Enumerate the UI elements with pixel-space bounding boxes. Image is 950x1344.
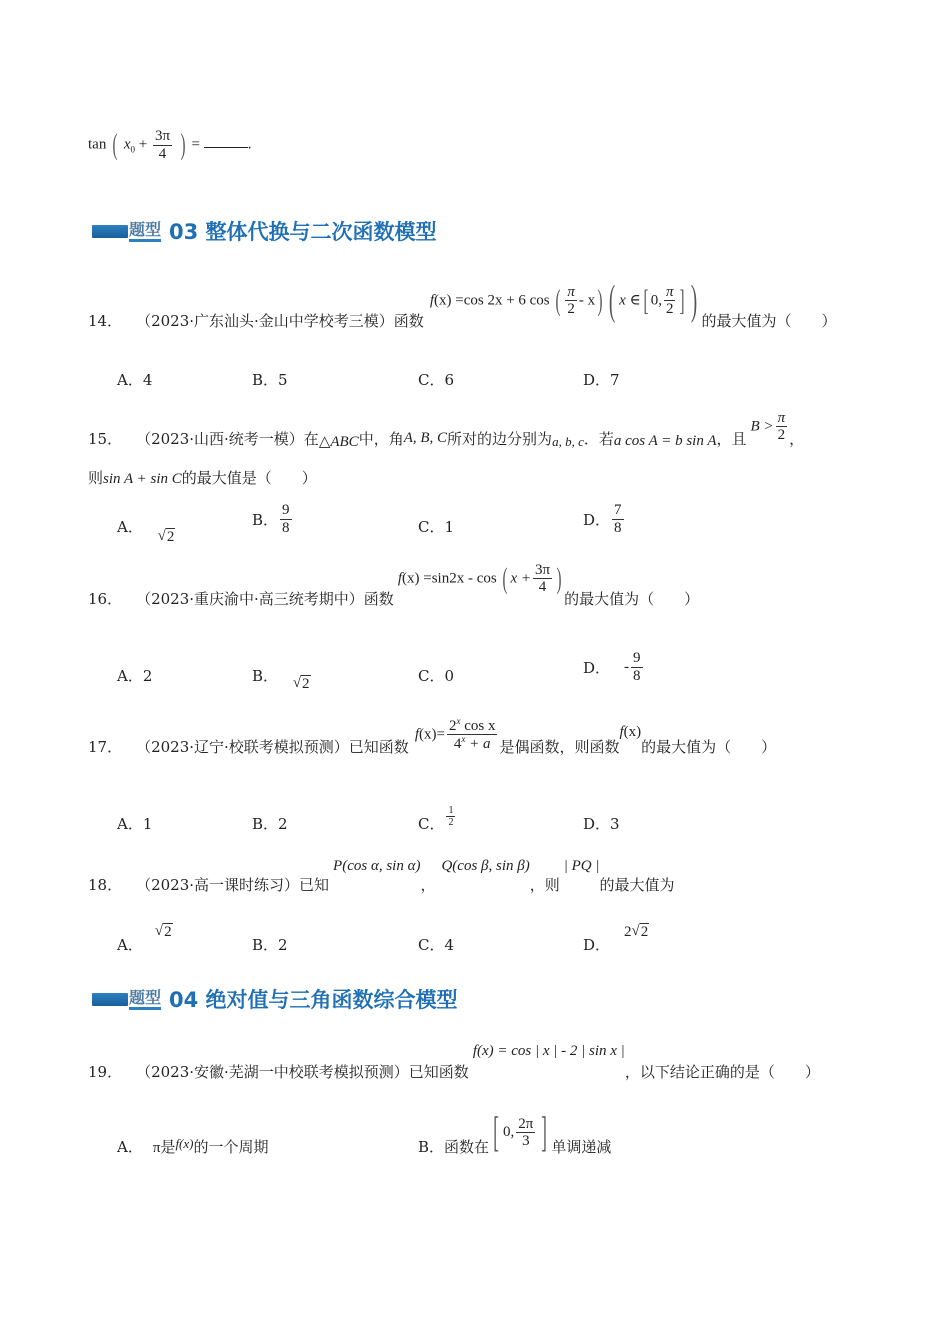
sqrt-icon: √ 2 <box>157 528 175 545</box>
fx: (x) <box>433 291 452 308</box>
rad: 2 <box>640 924 649 940</box>
num: 1 <box>448 805 454 816</box>
q19-option-a[interactable] <box>117 1136 269 1157</box>
comma1: ， <box>420 876 436 894</box>
nexp: x <box>456 715 461 726</box>
q14-option-b[interactable] <box>252 369 288 390</box>
top-frac <box>153 128 172 162</box>
period: . <box>247 136 252 153</box>
minus: - <box>624 658 630 675</box>
num: 7 <box>614 502 622 518</box>
label: A．4 <box>117 371 153 389</box>
sqrt-icon: √ 2 <box>154 923 172 940</box>
q14-number: 14． <box>88 312 123 330</box>
frac <box>446 805 455 828</box>
den: 4 <box>538 579 547 595</box>
den2: 2 <box>665 301 674 317</box>
rad: 2 <box>164 924 172 940</box>
q15-option-b[interactable] <box>252 502 294 536</box>
f: f <box>414 725 419 742</box>
q16-formula <box>398 562 564 596</box>
sqrt-icon: √ 2 <box>631 923 649 940</box>
db: + a <box>465 736 491 752</box>
eq: = <box>436 725 445 742</box>
num: 9 <box>633 650 641 666</box>
q17-option-b[interactable] <box>252 813 288 834</box>
t1: 是 <box>160 1138 176 1156</box>
pq: | PQ | <box>563 858 600 874</box>
frac2 <box>664 284 676 318</box>
label: C．4 <box>418 936 455 954</box>
q15-source: （2023·山西·统考一模）在 <box>136 430 319 448</box>
cond2-wrap <box>751 410 790 444</box>
label: D．3 <box>583 815 620 833</box>
label: B．2 <box>252 815 288 833</box>
q14-formula <box>429 277 702 324</box>
bparen-l: ( <box>609 277 616 324</box>
t2: 所对的边分别为 <box>447 430 553 448</box>
q18-option-a[interactable] <box>117 920 173 954</box>
label: C．6 <box>418 371 455 389</box>
t1: 中，角 <box>358 430 404 448</box>
expr: f(x) = cos | x | - 2 | sin x | <box>472 1043 625 1059</box>
frac-den: 4 <box>158 145 167 162</box>
q16-stem <box>88 562 699 609</box>
label: B． <box>252 510 279 529</box>
q17-option-d[interactable] <box>583 813 620 834</box>
q16-option-c[interactable] <box>418 665 454 686</box>
point-p: P(cos α, sin α) <box>333 858 421 874</box>
heading-tag: 题型 <box>129 221 161 242</box>
frac <box>516 1116 535 1150</box>
ze: 则 <box>88 469 104 487</box>
q17-stem <box>88 712 776 757</box>
t4: ，且 <box>716 430 747 448</box>
q14-source: （2023·广东汕头·金山中学校考三模）函数 <box>136 312 424 330</box>
bracket-l: [ <box>643 283 649 317</box>
label: D． <box>583 510 611 529</box>
den: 2 <box>448 817 454 828</box>
tan-label: tan <box>88 136 107 153</box>
fx: (x) <box>418 725 437 742</box>
q17-option-c[interactable] <box>418 798 457 834</box>
den: 3 <box>522 1133 530 1149</box>
q17-number: 17． <box>88 738 123 756</box>
label: D．7 <box>583 371 620 389</box>
label: C．1 <box>418 518 455 536</box>
label: B． <box>252 667 279 685</box>
frac <box>447 717 498 753</box>
answer-blank <box>204 135 248 148</box>
sqrt-icon: √ 2 <box>292 675 310 692</box>
label: B．2 <box>252 936 288 954</box>
point-q: Q(cos β, sin β) <box>441 858 530 874</box>
label: D． <box>583 936 611 954</box>
paren-left: ( <box>112 128 118 161</box>
px: x + <box>510 569 531 586</box>
paren-r: ) <box>556 561 562 595</box>
na: 2 <box>448 717 457 734</box>
tail: 单调递减 <box>551 1138 612 1156</box>
tail: ，以下结论正确的是（ ） <box>624 1063 820 1081</box>
q17-source: （2023·辽宁·校联考模拟预测）已知函数 <box>136 738 409 756</box>
label: A．1 <box>117 815 153 833</box>
rad: 2 <box>166 529 175 545</box>
mid: 是偶函数，则函数 <box>499 738 620 756</box>
expr: =sin2x - cos <box>423 569 497 586</box>
q14-option-d[interactable] <box>583 369 620 390</box>
den: 2 <box>777 427 786 443</box>
q19-option-b[interactable] <box>418 1108 611 1157</box>
tail: 的最大值为 <box>599 876 675 894</box>
da: 4 <box>453 736 462 752</box>
bracket-r: ] <box>679 283 685 317</box>
label: C．0 <box>418 667 455 685</box>
label: A． <box>117 1138 143 1156</box>
paren-r: ) <box>597 283 603 317</box>
section-heading-04 <box>92 984 458 1014</box>
q14-option-a[interactable] <box>117 369 152 390</box>
q16-option-a[interactable] <box>117 665 152 686</box>
tail: 的最大值是（ ） <box>181 469 317 487</box>
den: 8 <box>282 519 290 536</box>
heading-bar-icon <box>92 225 128 238</box>
f: f <box>429 291 434 308</box>
frac <box>612 502 624 536</box>
frac <box>280 502 292 536</box>
expr: sin A + sin C <box>103 471 182 487</box>
frac <box>533 562 552 596</box>
q19-source: （2023·安徽·芜湖一中校联考模拟预测）已知函数 <box>136 1063 469 1081</box>
frac <box>631 650 643 684</box>
bracket-r: ] <box>541 1109 548 1156</box>
paren-l: ( <box>502 561 508 595</box>
expr: =cos 2x + 6 cos <box>455 291 550 308</box>
t5: ， <box>789 430 805 448</box>
q16-tail: 的最大值为（ ） <box>564 590 700 608</box>
q18-source: （2023·高一课时练习）已知 <box>136 876 330 894</box>
nb: cos x <box>460 717 496 734</box>
q15-option-c[interactable] <box>418 516 454 537</box>
frac-num: 3π <box>154 128 171 144</box>
num: 2π <box>518 1115 534 1132</box>
q15-number: 15． <box>88 430 123 448</box>
q19-number: 19． <box>88 1063 123 1081</box>
q15-option-d[interactable] <box>583 502 626 536</box>
num: 9 <box>282 502 290 518</box>
den: 2 <box>567 301 575 317</box>
heading-title: 03 整体代换与二次函数模型 <box>169 220 437 244</box>
minus-x: - x <box>578 291 596 308</box>
q15-option-a[interactable] <box>117 516 175 545</box>
paren-l: ( <box>555 283 561 317</box>
bracket-l: [ <box>493 1109 499 1156</box>
zero: 0, <box>650 291 662 308</box>
f2: f <box>619 724 624 740</box>
heading-tag: 题型 <box>129 989 161 1010</box>
q16-number: 16． <box>88 590 123 608</box>
tail: 的最大值为（ ） <box>641 738 777 756</box>
den: 8 <box>614 519 622 536</box>
section-heading-03 <box>92 216 437 246</box>
rad: 2 <box>302 676 310 692</box>
label: A． <box>117 936 143 954</box>
paren-right: ) <box>180 128 186 161</box>
q19-stem <box>88 1043 820 1082</box>
comma2: ，则 <box>529 876 560 894</box>
cond2-frac <box>776 410 788 444</box>
num2: π <box>665 283 674 300</box>
q14-stem <box>88 277 837 331</box>
num: 3π <box>534 561 551 578</box>
q18-option-b[interactable] <box>252 934 288 955</box>
q18-option-c[interactable] <box>418 934 454 955</box>
q16-option-b[interactable] <box>252 665 311 692</box>
q18-stem <box>88 858 675 895</box>
fx2: (x) <box>623 724 642 740</box>
x0: x <box>123 136 131 153</box>
abc: A, B, C <box>403 430 448 446</box>
label: C． <box>418 815 445 833</box>
top-formula: tan ( $x_0$ + $\frac{3\pi}{4}$ ) = . <box>88 128 252 162</box>
q15-triangle: △ABC <box>318 434 359 450</box>
label: A． <box>117 518 143 536</box>
q14-tail: 的最大值为（ ） <box>701 312 837 330</box>
bparen-r: ) <box>691 277 698 324</box>
fx: (x) <box>401 569 420 586</box>
heading-title: 04 绝对值与三角函数综合模型 <box>169 988 458 1012</box>
cond: a cos A = b sin A <box>613 433 717 449</box>
q15-stem <box>88 402 804 451</box>
f2-wrap <box>619 724 641 741</box>
label: D． <box>583 658 611 677</box>
f: f <box>397 569 402 586</box>
frac <box>565 284 577 318</box>
q15-line2 <box>88 467 317 488</box>
t2: 的一个周期 <box>193 1138 269 1156</box>
sub0: 0 <box>130 144 135 155</box>
dexp: x <box>461 734 466 744</box>
label: A．2 <box>117 667 153 685</box>
q17-formula <box>415 717 500 753</box>
dom: x ∈ <box>619 291 641 308</box>
label: B．函数在 <box>418 1138 490 1156</box>
t3: ．若 <box>583 430 614 448</box>
q17-option-a[interactable] <box>117 813 152 834</box>
q18-option-d[interactable] <box>583 920 649 954</box>
equals: = <box>191 136 201 153</box>
pi: π <box>152 1140 161 1156</box>
q18-number: 18． <box>88 876 123 894</box>
num: π <box>777 409 786 426</box>
coef: 2 <box>624 924 632 940</box>
zero: 0, <box>503 1124 515 1140</box>
abc2: a, b, c <box>552 433 584 449</box>
fx: f(x) <box>175 1136 194 1151</box>
q14-option-c[interactable] <box>418 369 454 390</box>
num: π <box>567 283 575 300</box>
q16-option-d[interactable] <box>583 650 645 684</box>
heading-bar-icon <box>92 993 128 1006</box>
cond2: B > <box>750 417 774 434</box>
den: 8 <box>633 667 641 684</box>
label: B．5 <box>252 371 288 389</box>
q16-source: （2023·重庆渝中·高三统考期中）函数 <box>136 590 394 608</box>
